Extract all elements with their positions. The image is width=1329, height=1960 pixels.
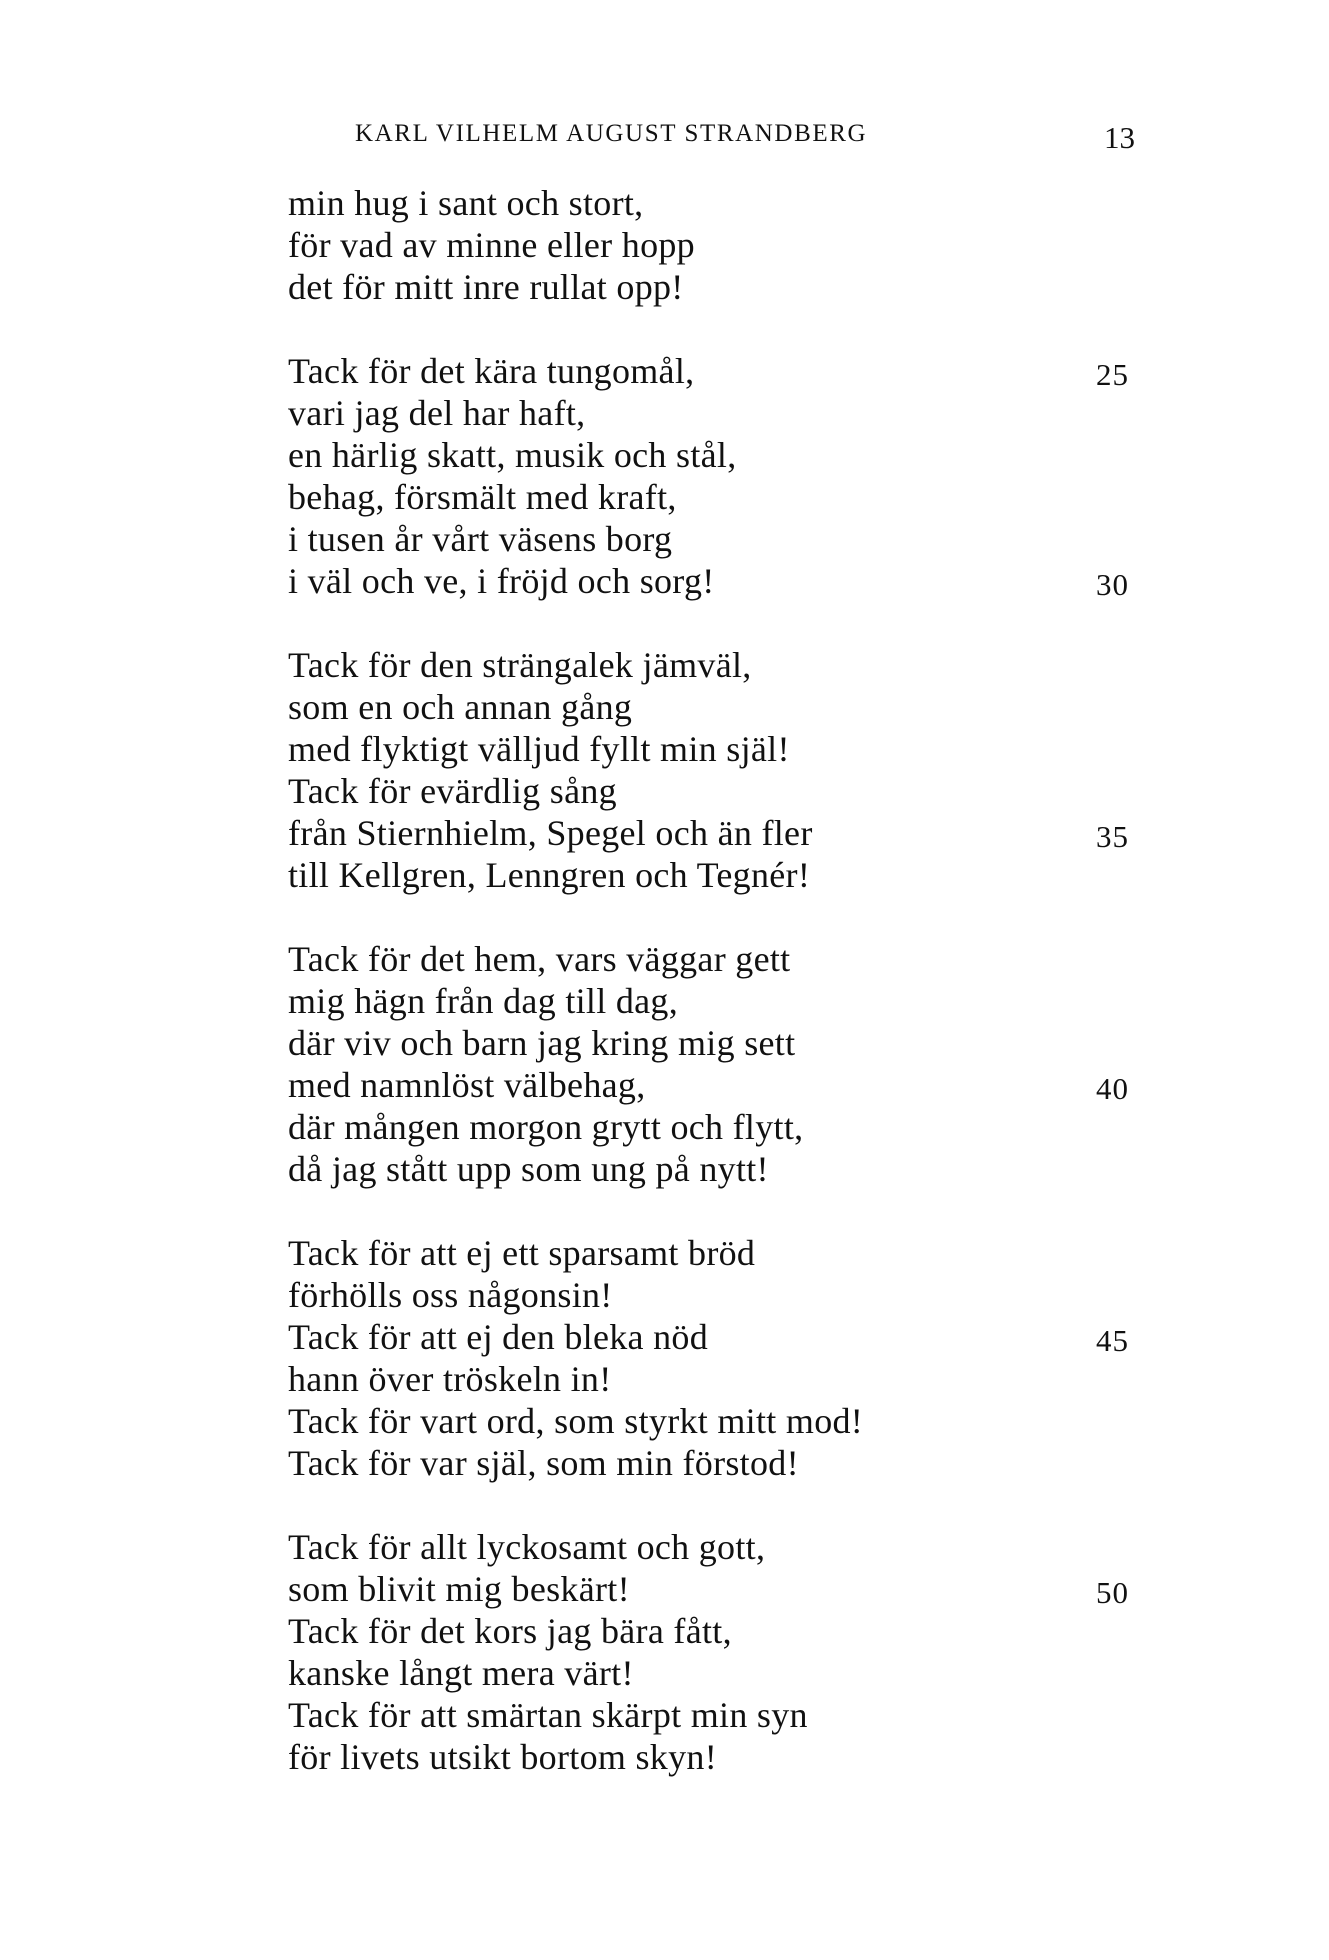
poem-line [288,644,1188,686]
line-number: 50 [1096,1575,1129,1610]
line-text: till Kellgren, Lenngren och Tegnér! [288,855,811,895]
line-text: från Stiernhielm, Spegel och än fler [288,813,813,853]
poem-line [288,980,1188,1022]
line-text: min hug i sant och stort, [288,183,644,223]
poem-line [288,392,1188,434]
poem-line [288,476,1188,518]
line-text: Tack för det kors jag bära fått, [288,1611,732,1651]
poem-line [288,1652,1188,1694]
line-text: för livets utsikt bortom skyn! [288,1737,717,1777]
stanza [288,182,1188,308]
poem-line [288,1568,1188,1610]
line-text: Tack för att ej ett sparsamt bröd [288,1233,756,1273]
line-number: 35 [1096,819,1129,854]
line-text: vari jag del har haft, [288,393,586,433]
line-text: med flyktigt välljud fyllt min själ! [288,729,790,769]
poem-line [288,1358,1188,1400]
line-text: då jag stått upp som ung på nytt! [288,1149,769,1189]
poem-line [288,938,1188,980]
poem-line [288,1106,1188,1148]
line-text: mig hägn från dag till dag, [288,981,679,1021]
line-number: 25 [1096,357,1129,392]
line-text: med namnlöst välbehag, [288,1065,646,1105]
line-text: som en och annan gång [288,687,633,727]
line-number: 40 [1096,1071,1129,1106]
poem-line [288,1148,1188,1190]
poem-line [288,1274,1188,1316]
line-text: det för mitt inre rullat opp! [288,267,684,307]
poem-line [288,266,1188,308]
poem-line [288,1526,1188,1568]
poem-line [288,182,1188,224]
stanza [288,1232,1188,1484]
poem-line [288,518,1188,560]
poem-line [288,1022,1188,1064]
poem-line [288,770,1188,812]
line-text: Tack för det hem, vars väggar gett [288,939,791,979]
line-text: där mången morgon grytt och flytt, [288,1107,804,1147]
line-text: i tusen år vårt väsens borg [288,519,673,559]
line-text: i väl och ve, i fröjd och sorg! [288,561,715,601]
stanza [288,938,1188,1190]
line-text: där viv och barn jag kring mig sett [288,1023,796,1063]
poem-line [288,350,1188,392]
running-head: KARL VILHELM AUGUST STRANDBERG [355,120,868,147]
poem-line [288,728,1188,770]
line-text: Tack för var själ, som min förstod! [288,1443,799,1483]
line-text: Tack för att smärtan skärpt min syn [288,1695,808,1735]
line-text: en härlig skatt, musik och stål, [288,435,737,475]
poem-line [288,560,1188,602]
page-number: 13 [1104,120,1135,155]
stanza [288,350,1188,602]
line-text: förhölls oss någonsin! [288,1275,613,1315]
poem-line [288,1694,1188,1736]
poem-line [288,224,1188,266]
line-text: Tack för det kära tungomål, [288,351,695,391]
poem-line [288,686,1188,728]
poem-line [288,1400,1188,1442]
poem-line [288,1232,1188,1274]
poem-line [288,1610,1188,1652]
poem-line [288,854,1188,896]
line-text: Tack för allt lyckosamt och gott, [288,1527,766,1567]
poem-line [288,812,1188,854]
line-text: Tack för vart ord, som styrkt mitt mod! [288,1401,864,1441]
line-number: 45 [1096,1323,1129,1358]
poem-line [288,1316,1188,1358]
line-text: hann över tröskeln in! [288,1359,612,1399]
poem-line [288,1064,1188,1106]
stanza [288,1526,1188,1778]
line-text: Tack för evärdlig sång [288,771,617,811]
line-number: 30 [1096,567,1129,602]
line-text: för vad av minne eller hopp [288,225,695,265]
line-text: som blivit mig beskärt! [288,1569,630,1609]
line-text: kanske långt mera värt! [288,1653,634,1693]
line-text: Tack för att ej den bleka nöd [288,1317,709,1357]
line-text: behag, försmält med kraft, [288,477,677,517]
stanza [288,644,1188,896]
line-text: Tack för den strängalek jämväl, [288,645,752,685]
poem-line [288,1442,1188,1484]
poem [288,182,1188,1820]
poem-line [288,1736,1188,1778]
poem-line [288,434,1188,476]
